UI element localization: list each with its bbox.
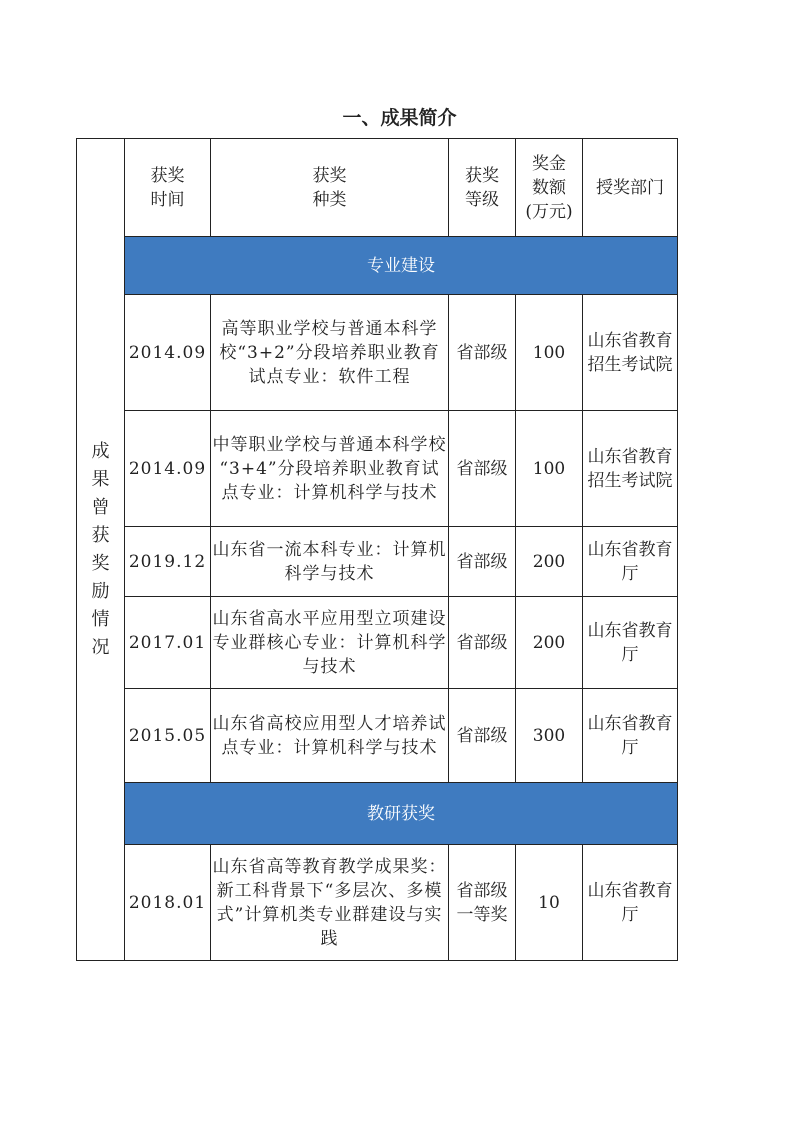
award-type: 山东省高校应用型人才培养试点专业：计算机科学与技术: [211, 689, 449, 783]
award-level: 省部级: [449, 411, 516, 527]
header-amount: [516, 139, 583, 237]
award-type: 山东省高水平应用型立项建设专业群核心专业：计算机科学与技术: [211, 597, 449, 689]
header-time-line-1: 获奖: [150, 165, 185, 186]
award-dept: 山东省教育招生考试院: [583, 411, 678, 527]
header-level-line-1: 获奖: [465, 165, 499, 186]
table-row: [77, 689, 678, 783]
award-dept: 山东省教育厅: [583, 527, 678, 597]
section-header-row: [77, 783, 678, 845]
header-amount-line-3: (万元): [525, 201, 573, 222]
award-time: 2014.09: [125, 295, 211, 411]
table-row: [77, 597, 678, 689]
header-amount-line-2: 数额: [532, 177, 566, 198]
header-level: [449, 139, 516, 237]
side-label: 成果曾获奖励情况: [91, 440, 110, 658]
table-row: [77, 295, 678, 411]
header-row: [77, 139, 678, 237]
section-title: 教研获奖: [125, 783, 678, 845]
header-level-line-2: 等级: [465, 189, 499, 210]
award-level: 省部级: [449, 527, 516, 597]
header-time-line-2: 时间: [150, 189, 185, 210]
award-level: 省部级: [449, 689, 516, 783]
side-label-cell: [77, 139, 125, 961]
award-level: 省部级: [449, 597, 516, 689]
award-type: 高等职业学校与普通本科学校“3+2”分段培养职业教育试点专业：软件工程: [211, 295, 449, 411]
awards-table: [76, 138, 678, 961]
award-time: 2019.12: [125, 527, 211, 597]
award-type: 山东省高等教育教学成果奖：新工科背景下“多层次、多模式”计算机类专业群建设与实践: [211, 845, 449, 961]
section-header-row: [77, 237, 678, 295]
award-amount: 300: [516, 689, 583, 783]
award-amount: 200: [516, 527, 583, 597]
table-row: [77, 527, 678, 597]
header-time: [125, 139, 211, 237]
header-dept: 授奖部门: [583, 139, 678, 237]
award-dept: 山东省教育厅: [583, 689, 678, 783]
award-level: 省部级: [449, 295, 516, 411]
award-amount: 10: [516, 845, 583, 961]
award-type: 中等职业学校与普通本科学校 “3+4”分段培养职业教育试点专业：计算机科学与技术: [211, 411, 449, 527]
award-amount: 100: [516, 295, 583, 411]
header-amount-line-1: 奖金: [532, 153, 566, 174]
page-title: 一、成果简介: [342, 107, 457, 129]
header-type-line-2: 种类: [312, 189, 347, 210]
award-time: 2014.09: [125, 411, 211, 527]
table-row: [77, 845, 678, 961]
award-time: 2018.01: [125, 845, 211, 961]
award-level: 省部级一等奖: [449, 845, 516, 961]
award-amount: 200: [516, 597, 583, 689]
award-time: 2017.01: [125, 597, 211, 689]
award-dept: 山东省教育厅: [583, 845, 678, 961]
table-row: [77, 411, 678, 527]
section-title: 专业建设: [125, 237, 678, 295]
award-amount: 100: [516, 411, 583, 527]
award-time: 2015.05: [125, 689, 211, 783]
award-type: 山东省一流本科专业：计算机科学与技术: [211, 527, 449, 597]
header-type-line-1: 获奖: [312, 165, 347, 186]
award-dept: 山东省教育招生考试院: [583, 295, 678, 411]
award-dept: 山东省教育厅: [583, 597, 678, 689]
header-type: [211, 139, 449, 237]
